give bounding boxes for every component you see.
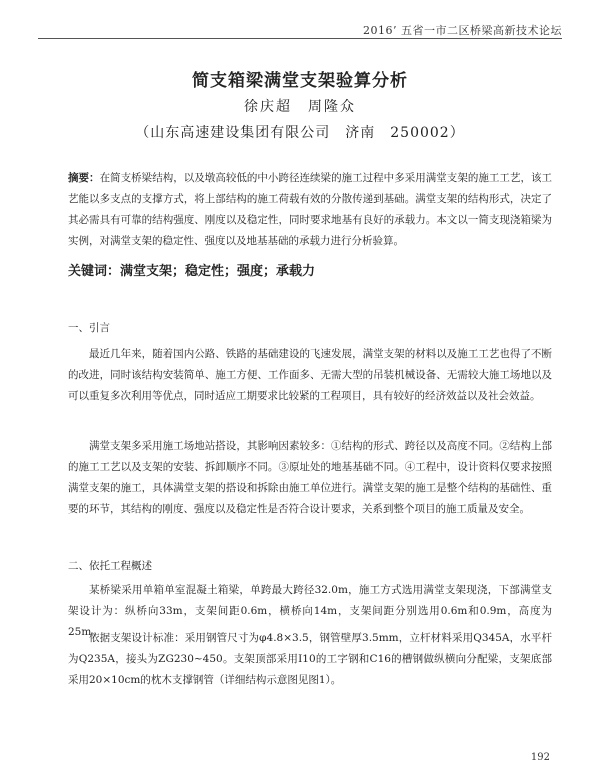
section-heading-project: 二、依托工程概述 bbox=[68, 560, 152, 572]
abstract bbox=[68, 168, 552, 252]
paper-authors: 徐庆超 周隆众 bbox=[244, 99, 356, 115]
paragraph: 最近几年来，随着国内公路、铁路的基础建设的飞速发展，满堂支架的材料以及施工工艺也得了不断的改进，同时该结构安装简单、施工方便、工作面多、无需大型的吊装机械设备、无需较大施工场地以及可以重复多次利用等优点，同时适应工期要求比较紧的工程项目，具有较好的经济效益以及社会效益。 bbox=[68, 348, 552, 402]
abstract-label: 摘要： bbox=[68, 172, 100, 184]
abstract-text: 在简支桥梁结构，以及墩高较低的中小跨径连续梁的施工过程中多采用满堂支架的施工工艺，该工艺能以多支点的支撑方式，将上部结构的施工荷载有效的分散传递到基础。满堂支架的结构形式，决定了其必需具有可靠的结构强度、刚度以及稳定性，同时要求地基有良好的承载力。本文以一简支现浇箱梁为实例，对满堂支架的稳定性、强度以及地基基础的承载力进行分析验算。 bbox=[68, 172, 553, 247]
section-heading-intro: 一、引言 bbox=[68, 322, 110, 334]
paper-title: 简支箱梁满堂支架验算分析 bbox=[192, 71, 408, 91]
header-divider bbox=[38, 38, 562, 39]
page-number: 192 bbox=[530, 752, 550, 763]
keywords: 关键词：满堂支架；稳定性；强度；承载力 bbox=[68, 264, 316, 279]
paper-affiliation: （山东高速建设集团有限公司 济南 250002） bbox=[135, 125, 465, 141]
paragraph: 依据支架设计标准：采用钢管尺寸为φ4.8×3.5，钢管壁厚3.5mm，立杆材料采用Q345A，水平杆为Q235A，接头为ZG230~450。支架顶部采用I10的工字钢和C16的槽钢做纵横向分配梁，支架底部采用20×10cm的枕木支撑钢管（详细结构示意图见图1）。 bbox=[68, 632, 552, 686]
paragraph: 满堂支架多采用施工场地站搭设，其影响因素较多：①结构的形式、跨径以及高度不同。②结构上部的施工工艺以及支架的安装、拆卸顺序不同。③原址处的地基基础不同。④工程中，设计资料仅要求按照满堂支架的施工，具体满堂支架的搭设和拆除由施工单位进行。满堂支架的施工是整个结构的基础性、重要的环节，其结构的刚度、强度以及稳定性是否符合设计要求，关系到整个项目的施工质量及安全。 bbox=[68, 440, 552, 515]
paragraph: 某桥梁采用单箱单室混凝土箱梁，单跨最大跨径32.0m，施工方式选用满堂支架现浇，下部满堂支架设计为：纵桥向33m，支架间距0.6m，横桥向14m，支架间距分别选用0.6m和0.9m，高度为25m。 bbox=[68, 584, 552, 638]
running-header: 2016’ 五省一市二区桥梁高新技术论坛 bbox=[363, 24, 562, 37]
